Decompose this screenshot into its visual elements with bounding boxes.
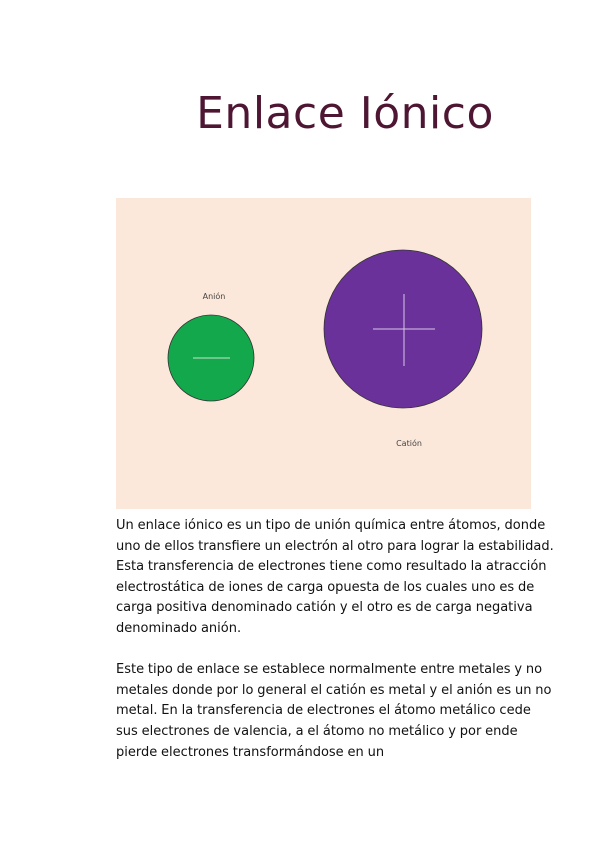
body-text bbox=[116, 516, 556, 763]
ionic-bond-illustration bbox=[116, 198, 531, 509]
cation-label: Catión bbox=[396, 439, 422, 448]
anion-label: Anión bbox=[202, 292, 226, 301]
paragraph: Un enlace iónico es un tipo de unión química entre átomos, donde uno de ellos transfiere un electrón al otro para lograr la estabilidad. Esta transferencia de electrones tiene como resultado la atracción electrostática de iones de carga opuesta de los cuales uno es de carga positiva denominado catión y el otro es de carga negativa denominado anión. bbox=[116, 518, 554, 636]
ion-diagram bbox=[116, 198, 531, 509]
page-title: Enlace Iónico bbox=[196, 88, 494, 139]
paragraph: Este tipo de enlace se establece normalmente entre metales y no metales donde por lo general el catión es metal y el anión es un no metal. En la transferencia de electrones el átomo metálico cede sus electrones de valencia, a el átomo no metálico y por ende pierde electrones transformándose en un bbox=[116, 662, 552, 760]
